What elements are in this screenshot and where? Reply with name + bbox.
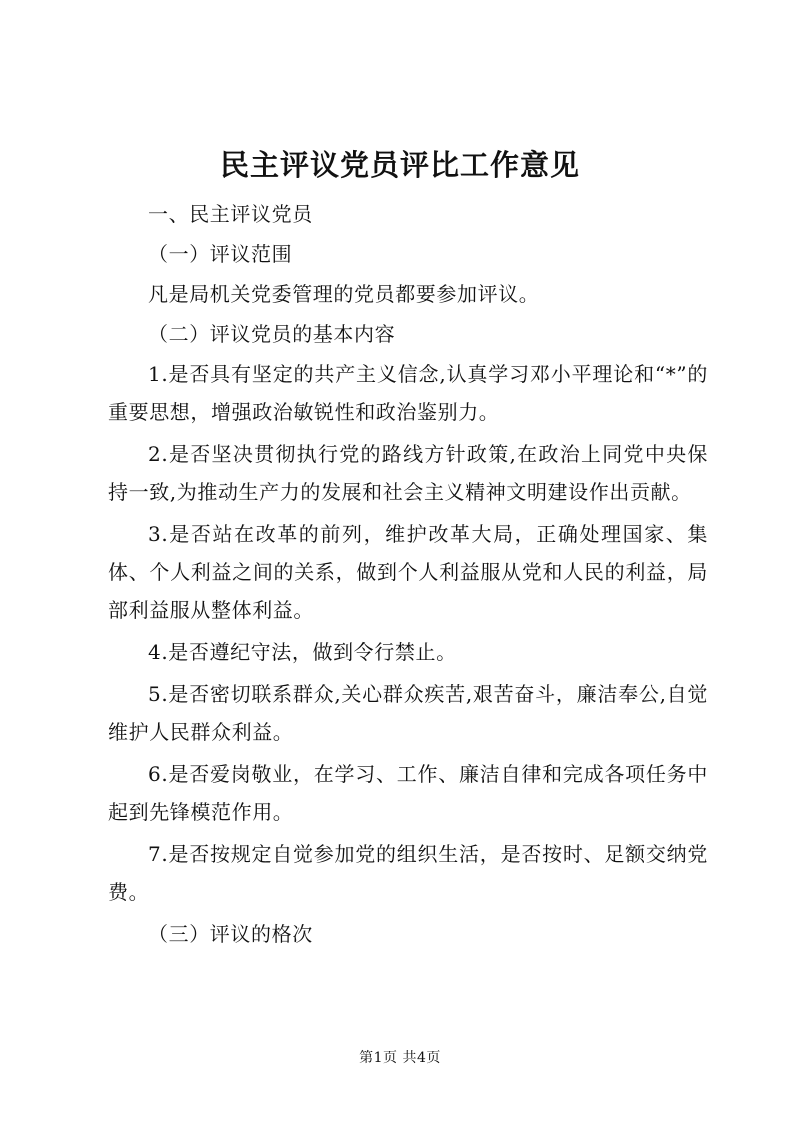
- subsection-heading: （三）评议的格次: [148, 922, 313, 946]
- subsection-heading: （二）评议党员的基本内容: [148, 322, 396, 346]
- list-item: 4.是否遵纪守法，做到令行禁止。: [148, 640, 457, 664]
- list-item: 1.是否具有坚定的共产主义信念,认真学习邓小平理论和“*”的重要思想，增强政治敏锐性和政治鉴别力。: [108, 362, 708, 424]
- page-number: 第1页 共4页: [359, 1050, 441, 1066]
- subsection-heading: （一）评议范围: [148, 242, 293, 266]
- document-title: 民主评议党员评比工作意见: [219, 148, 580, 182]
- list-item: 6.是否爱岗敬业，在学习、工作、廉洁自律和完成各项任务中起到先锋模范作用。: [108, 762, 708, 824]
- list-item: 2.是否坚决贯彻执行党的路线方针政策,在政治上同党中央保持一致,为推动生产力的发展和社会主义精神文明建设作出贡献。: [108, 442, 708, 504]
- list-item: 7.是否按规定自觉参加党的组织生活，是否按时、足额交纳党费。: [108, 842, 708, 904]
- list-item: 5.是否密切联系群众,关心群众疾苦,艰苦奋斗，廉洁奉公,自觉维护人民群众利益。: [108, 682, 708, 744]
- section-heading: 一、民主评议党员: [148, 202, 313, 226]
- list-item: 3.是否站在改革的前列，维护改革大局，正确处理国家、集体、个人利益之间的关系，做到个人利益服从党和人民的利益，局部利益服从整体利益。: [108, 522, 708, 622]
- paragraph: 凡是局机关党委管理的党员都要参加评议。: [148, 282, 540, 306]
- document-body: [108, 195, 708, 955]
